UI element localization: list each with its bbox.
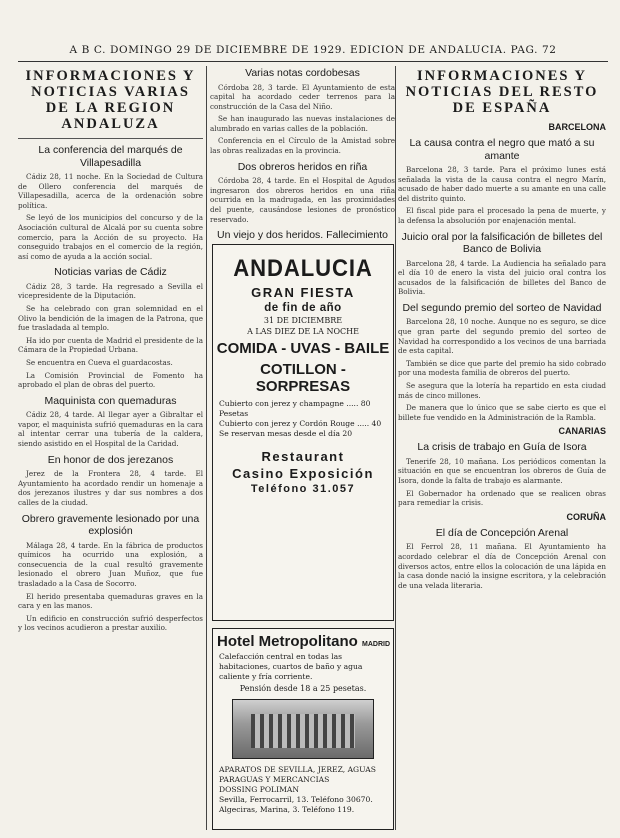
- article-paragraph: Córdoba 28, 3 tarde. El Ayuntamiento de esta capital ha acordado ceder terrenos para la construcción de la Casa del Niño.: [210, 82, 395, 111]
- ad-date: 31 DE DICIEMBRE: [263, 316, 343, 325]
- region-label: BARCELONA: [548, 122, 606, 132]
- hotel-name: [213, 633, 393, 650]
- article-title: La conferencia del marqués de Villapesadilla: [38, 144, 183, 169]
- article-title: Un viejo y dos heridos. Fallecimiento: [217, 229, 388, 240]
- article-title: Obrero gravemente lesionado por una explosión: [21, 512, 200, 538]
- article: [18, 266, 203, 389]
- article-paragraph: La Comisión Provincial de Fomento ha aprobado el plan de obras del puerto.: [18, 370, 203, 390]
- column-right: [398, 66, 606, 830]
- ad-brand: ANDALUCIA: [233, 255, 373, 282]
- article-title: En honor de dos jerezanos: [47, 453, 174, 466]
- hotel-note: Pensión desde 18 a 25 pesetas.: [239, 684, 367, 693]
- article-paragraph: Cádiz 28, 4 tarde. Al llegar ayer a Gibraltar el vapor, el maquinista sufrió quemaduras en la cara al intentar cerrar una tubería de la caldera, siendo asistido en el Hospital de la Caridad.: [18, 410, 203, 449]
- article-title: La causa contra el negro que mató a su amante: [409, 137, 595, 162]
- hotel-footer-line: Sevilla, Ferrocarril, 13. Teléfono 30670.: [219, 795, 373, 804]
- page-header: A B C. DOMINGO 29 DE DICIEMBRE DE 1929. EDICION DE ANDALUCIA. PAG. 72: [69, 44, 557, 56]
- article-paragraph: Se han inaugurado las nuevas instalaciones de alumbrado en varias calles de la población.: [210, 114, 395, 133]
- article-paragraph: Barcelona 28, 10 noche. Aunque no es seguro, se dice que gran parte del segundo premio del sorteo de Navidad ha correspondido a los vecinos de una barriada de esta capital.: [398, 317, 606, 356]
- column-left: [18, 66, 203, 830]
- advertisement-andalucia: [212, 244, 394, 621]
- article-paragraph: Tenerife 28, 10 mañana. Los periódicos comentan la situación en que se encuentran los obreros de Guía de Isora, donde la falta de trabajo es alarmante.: [398, 456, 606, 486]
- ad-phone: Teléfono 31.057: [250, 483, 356, 495]
- article-title: Noticias varias de Cádiz: [54, 266, 167, 279]
- ad-price-line: Cubierto con jerez y champagne ..... 80 Pesetas: [219, 399, 371, 418]
- hotel-footer-line: Algeciras, Marina, 3. Teléfono 119.: [219, 805, 355, 814]
- advertisement-hotel: [212, 628, 394, 830]
- article-paragraph: Cádiz 28, 11 noche. En la Sociedad de Cultura de Ollero conferencia del marqués de Villapesadilla, acerca de la ordenación sobre política.: [18, 172, 203, 210]
- article-paragraph: El Ferrol 28, 11 mañana. El Ayuntamiento ha acordado celebrar el día de Concepción Arenal con diversos actos, entre ellos la colocación de una lápida en la casa donde nació la insigne escritora, y la celebración de una velada literaria.: [398, 542, 606, 590]
- ad-price-line: Cubierto con jerez y Cordón Rouge ..... 40: [219, 419, 382, 428]
- article-title: Varias notas cordobesas: [245, 67, 360, 79]
- article: [18, 144, 203, 261]
- article: [18, 395, 203, 449]
- article-paragraph: Conferencia en el Círculo de la Amistad sobre las obras realizadas en la provincia.: [210, 136, 395, 156]
- article-title: Del segundo premio del sorteo de Navidad: [402, 301, 602, 314]
- article-paragraph: Cádiz 28, 3 tarde. Ha regresado a Sevilla el vicepresidente de la Diputación.: [18, 281, 203, 301]
- ad-subtitle: de fin de año: [264, 302, 342, 314]
- hotel-footer-line: APARATOS DE SEVILLA, JEREZ, AGUAS: [219, 765, 376, 774]
- article-paragraph: El Gobernador ha ordenado que se realicen obras para remediar la crisis.: [398, 488, 606, 508]
- article-paragraph: Jerez de la Frontera 28, 4 tarde. El Ayuntamiento ha acordado rendir un homenaje a dos jerezanos ilustres y dar sus nombres a dos calles de la ciudad.: [18, 469, 203, 507]
- article-paragraph: Ha ido por cuenta de Madrid el presidente de la Cámara de la Propiedad Urbana.: [18, 335, 203, 355]
- region-label: CANARIAS: [558, 426, 606, 437]
- section-title-espana: INFORMACIONES Y NOTICIAS DEL RESTO DE ESPAÑA: [405, 68, 599, 116]
- article-paragraph: También se dice que parte del premio ha sido cobrado por una modesta familia de obreros del puerto.: [398, 358, 606, 378]
- ad-price-line: Se reservan mesas desde el día 20: [219, 429, 353, 438]
- ad-restaurant: Restaurant: [261, 449, 345, 464]
- article-paragraph: Un edificio en construcción sufrió desperfectos y los vecinos acudieron a prestar auxilio.: [18, 613, 203, 633]
- article-paragraph: El herido presentaba quemaduras graves en la cara y en las manos.: [18, 591, 203, 611]
- article-title: Dos obreros heridos en riña: [237, 160, 368, 173]
- article-paragraph: El fiscal pide para el procesado la pena de muerte, y la defensa la absolución por enajenación mental.: [398, 206, 606, 225]
- header-rule: [18, 61, 608, 62]
- article-paragraph: Se leyó de los municipios del concurso y de la Asociación cultural de Alcalá por su cuenta sobre comercio, para la Acción de su proyecto. Ha conseguido trabajos en el comercio de la región, así como de ayuda a la acción social.: [18, 213, 203, 261]
- article-title: Juicio oral por la falsificación de billetes del Banco de Bolivia: [401, 230, 603, 256]
- column-middle: [210, 66, 395, 240]
- article-paragraph: Barcelona 28, 3 tarde. Para el próximo lunes está señalada la vista de la causa contra el negro Marín, acusado de haber dado muerte a su amante en una calle del distrito quinto.: [398, 165, 606, 203]
- article: [18, 513, 203, 633]
- article-paragraph: Málaga 28, 4 tarde. En la fábrica de productos químicos ha ocurrido una explosión, a consecuencia de la cual resultó gravemente lesionado el obrero Juan Muñoz, que fue trasladado a la Casa de Socorro.: [18, 540, 203, 588]
- article-paragraph: Se encuentra en Cueva el guardacostas.: [26, 358, 173, 367]
- hotel-photo: [232, 699, 374, 759]
- ad-menu-line: COTILLON - SORPRESAS: [255, 361, 351, 395]
- article: [18, 454, 203, 508]
- article-title: El día de Concepción Arenal: [435, 526, 569, 539]
- article-paragraph: Se ha celebrado con gran solemnidad en el Olivo la bendición de la imagen de la Patrona, que fue trasladada al templo.: [18, 304, 203, 333]
- hotel-footer-line: DOSSING POLIMAN: [219, 785, 299, 794]
- ad-menu-line: COMIDA - UVAS - BAILE: [216, 340, 390, 357]
- ad-time: A LAS DIEZ DE LA NOCHE: [247, 327, 359, 336]
- article-paragraph: Barcelona 28, 4 tarde. La Audiencia ha señalado para el día 10 de enero la vista del juicio oral contra los acusados de la falsificación de billetes del Banco de Bolivia.: [398, 258, 606, 297]
- article-paragraph: Córdoba 28, 4 tarde. En el Hospital de Agudos ingresaron dos obreros heridos en una riña ocurrida en la madrugada, en las proximidades del puente, causándose lesiones de pronóstico reservado.: [210, 176, 395, 224]
- ad-casino: Casino Exposición: [232, 466, 374, 481]
- hotel-city: MADRID: [362, 641, 390, 648]
- hotel-name-text: Hotel Metropolitano: [217, 633, 358, 650]
- article-paragraph: De manera que lo único que se sabe cierto es que el billete fue vendido en la Administración de la Rambla.: [398, 403, 606, 422]
- ad-event: GRAN FIESTA: [251, 285, 355, 300]
- column-divider: [395, 66, 396, 830]
- article-title: La crisis de trabajo en Guía de Isora: [417, 441, 587, 454]
- hotel-footer-line: PARAGUAS Y MERCANCIAS: [219, 775, 330, 784]
- section-title-andalucia: INFORMACIONES Y NOTICIAS VARIAS DE LA REGION ANDALUZA: [25, 68, 196, 132]
- article-title: Maquinista con quemaduras: [44, 394, 177, 407]
- hotel-description: Calefacción central en todas las habitaciones, cuartos de baño y agua caliente y fría corriente.: [219, 652, 363, 681]
- article-paragraph: Se asegura que la lotería ha repartido en esta ciudad más de cinco millones.: [398, 381, 606, 400]
- region-label: CORUÑA: [566, 511, 606, 522]
- separator: [18, 138, 203, 139]
- column-divider: [206, 66, 207, 830]
